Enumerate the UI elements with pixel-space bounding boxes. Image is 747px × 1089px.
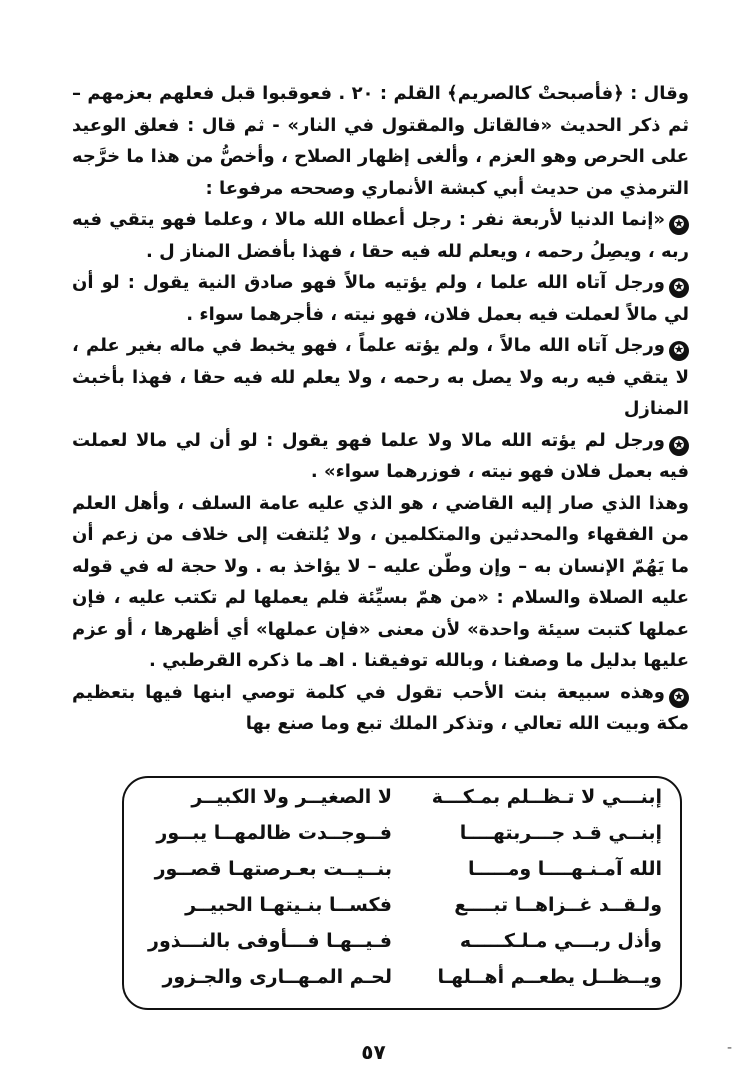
margin-mark: - xyxy=(727,1040,733,1056)
poem-verse xyxy=(132,786,672,822)
verse-first-hemistich: إبنــي قـد جـــربتهــــا xyxy=(459,822,662,844)
star-bullet-icon: ✪ xyxy=(669,278,689,298)
poem-verse xyxy=(132,858,672,894)
verse-first-hemistich: ويــظــل يطعــم أهــلهـا xyxy=(437,966,662,988)
verse-second-hemistich: فــوجــدت ظالمهــا يبــور xyxy=(156,822,392,844)
hadith-item-text: ورجل لم يؤته الله مالا ولا علما فهو يقول : لو أن لي مالا لعملت فيه بعمل فلان فهو نيته ، فوزرهما سواء» . xyxy=(72,429,689,482)
paragraph-intro: وقال : ﴿فأصبحتْ كالصريم﴾ القلم : ٢٠ . فعوقبوا قبل فعلهم بعزمهم – ثم ذكر الحديث «فالقاتل والمقتول في النار» - ثم قال : فعلق الوعيد على الحرص وهو العزم ، وألغى إظهار الصلاح ، وأخصُّ من هذا ما خرَّجه الترمذي من حديث أبي كبشة الأنماري وصححه مرفوعا : xyxy=(72,83,689,199)
poem-verse xyxy=(132,894,672,930)
page-number: ٥٧ xyxy=(361,1040,386,1064)
hadith-item-text: ورجل آتاه الله علما ، ولم يؤتيه مالاً فهو صادق النية يقول : لو أن لي مالاً لعملت فيه بعمل فلان، فهو نيته ، فأجرهما سواء . xyxy=(72,272,689,325)
verse-second-hemistich: لا الصغيــر ولا الكبيــر xyxy=(191,786,392,808)
hadith-item-text: ورجل آتاه الله مالاً ، ولم يؤته علماً ، فهو يخبط في ماله بغير علم ، لا يتقي فيه ربه ولا يصل به رحمه ، ولا يعلم لله فيه حقا ، فهذا بأخبث المنازل xyxy=(72,335,689,419)
hadith-item-3 xyxy=(72,330,689,425)
poem-verse xyxy=(132,966,672,1002)
poem-intro-text: وهذه سبيعة بنت الأحب تقول في كلمة توصي ابنها فيها بتعظيم مكة وبيت الله تعالي ، وتذكر الملك تبع وما صنع بها xyxy=(72,681,689,734)
star-bullet-icon: ✪ xyxy=(669,436,689,456)
hadith-item-1 xyxy=(72,204,689,267)
star-bullet-icon: ✪ xyxy=(669,341,689,361)
verse-second-hemistich: فـيــهـا فـــأوفى بالنـــذور xyxy=(148,930,392,952)
verse-second-hemistich: لحـم المـهــارى والجـزور xyxy=(162,966,392,988)
verse-second-hemistich: بنــيــت بعـرصتهـا قصــور xyxy=(154,858,392,880)
verse-first-hemistich: ولـقــد غــزاهــا تبــــع xyxy=(454,894,662,916)
hadith-item-4 xyxy=(72,425,689,488)
star-bullet-icon: ✪ xyxy=(669,215,689,235)
body-text xyxy=(72,78,689,740)
verse-second-hemistich: فكســا بنـيتهـا الحبيــر xyxy=(185,894,392,916)
hadith-item-2 xyxy=(72,267,689,330)
poem-verse xyxy=(132,822,672,858)
paragraph-commentary: وهذا الذي صار إليه القاضي ، هو الذي عليه عامة السلف ، وأهل العلم من الفقهاء والمحدثين والمتكلمين ، ولا يُلتفت إلى خلاف من زعم أن ما يَهُمّ الإنسان به – وإن وطّن عليه – لا يؤاخذ به . ولا حجة له في قوله عليه الصلاة والسلام : «من همّ بسيِّئة فلم يعملها لم تكتب عليه ، فإن عملها كتبت سيئة واحدة» لأن معنى «فإن عملها» أي أظهرها ، أو عزم عليها بدليل ما وصفنا ، وبالله توفيقنا . اهـ ما ذكره القرطبي . xyxy=(72,492,689,671)
verse-first-hemistich: الله آمـنـهــــا ومـــــا xyxy=(467,858,662,880)
verse-first-hemistich: وأذل ربـــي مـلـكـــــه xyxy=(459,930,662,952)
verse-first-hemistich: إبنـــي لا تـظــلم بمـكـــة xyxy=(431,786,662,808)
star-bullet-icon: ✪ xyxy=(669,688,689,708)
hadith-item-text: «إنما الدنيا لأربعة نفر : رجل أعطاه الله مالا ، وعلما فهو يتقي فيه ربه ، ويصِلُ رحمه ، ويعلم لله فيه حقا ، فهذا بأفضل المناز ل . xyxy=(72,209,689,262)
poem-verse xyxy=(132,930,672,966)
paragraph-poem-intro xyxy=(72,677,689,740)
